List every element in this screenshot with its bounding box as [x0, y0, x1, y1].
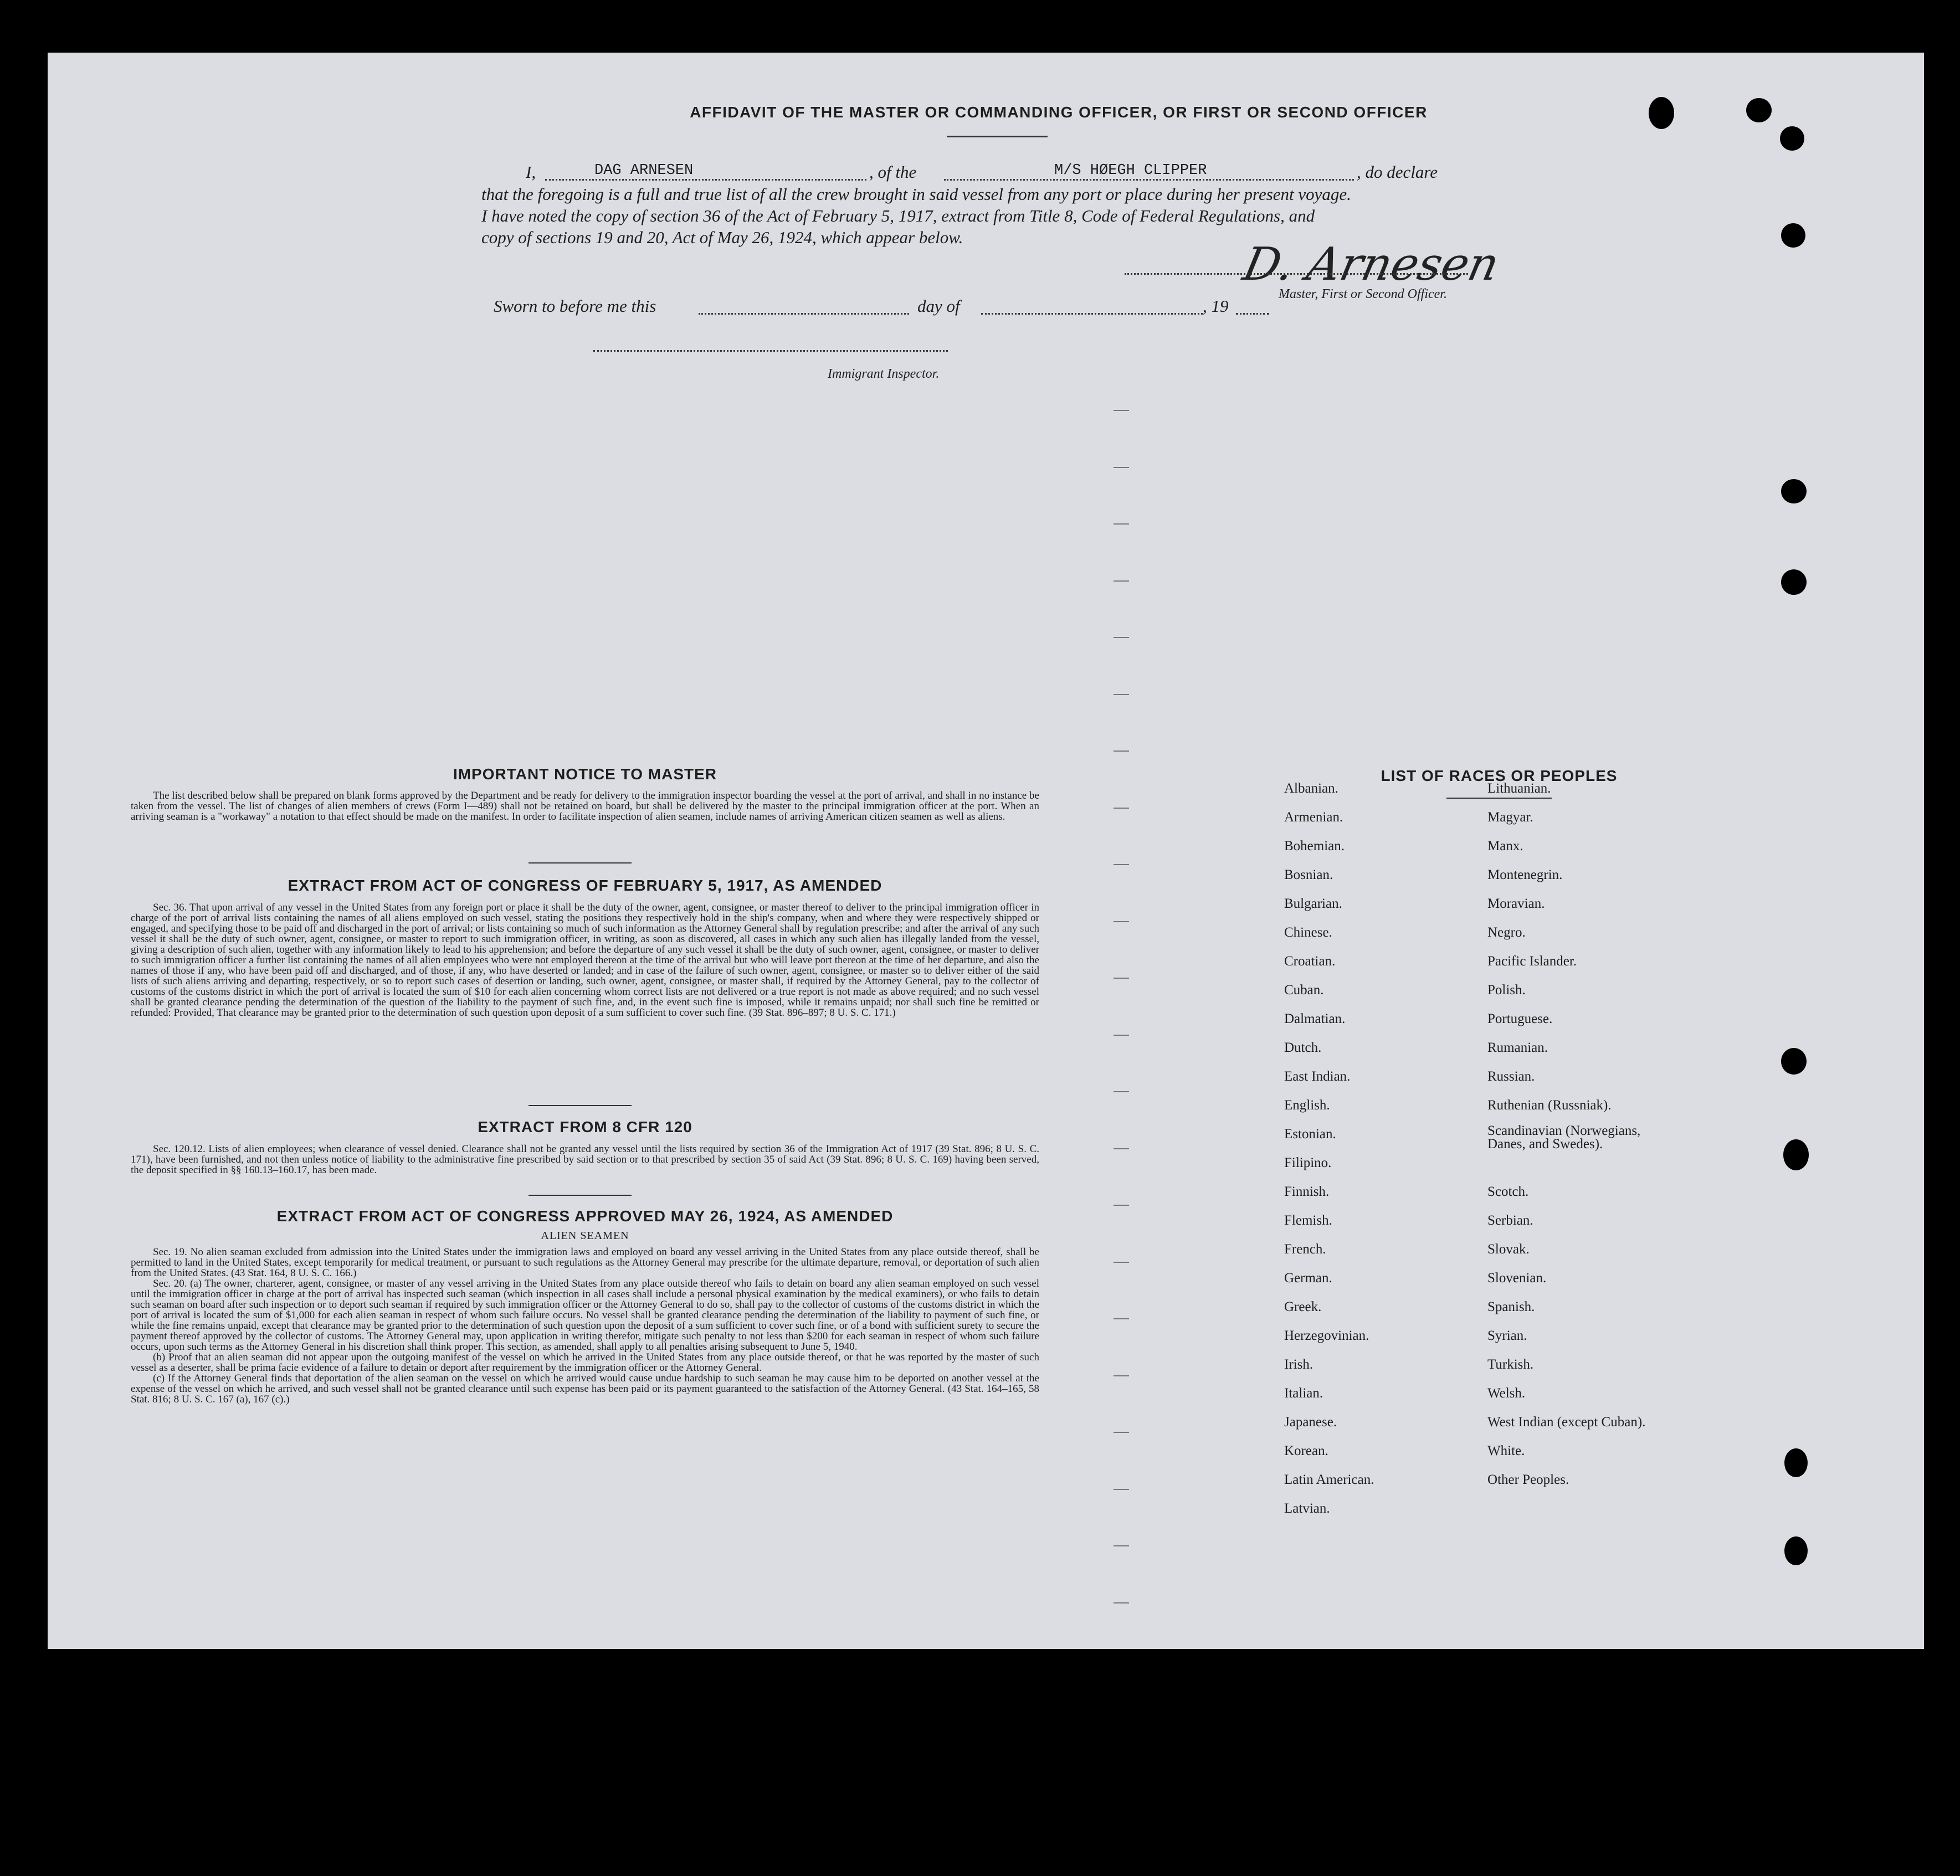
margin-dash [1114, 978, 1129, 979]
race-right-15: Slovak. [1487, 1242, 1530, 1257]
race-left-16: French. [1284, 1242, 1326, 1257]
race-left-25: Latvian. [1284, 1501, 1330, 1516]
margin-dash [1114, 921, 1129, 922]
race-left-22: Japanese. [1284, 1415, 1337, 1430]
extract-1917-text: Sec. 36. That upon arrival of any vessel in the United States from any foreign port or place it shall be the duty of the owner, agent, consignee, or master thereof to deliver to the principal immigration officer in charge of the port of arrival lists containing the names of all aliens employed on such vessel, stating the positions they respectively hold in the ship's company, when and where they were respectively shipped or engaged, and specifying those to be paid off and discharged in the port of arrival; or lists containing so much of such information as the Attorney General shall by regulation prescribe; and after the arrival of any such vessel it shall be the duty of such owner, agent, consignee, or master to report to such immigration officer, in writing, as soon as discovered, all cases in which any such alien has illegally landed from the vessel, giving a description of such alien, together with any information likely to lead to his apprehension; and before the departure of any such vessel it shall be the duty of such owner, agent, consignee, or master to deliver to such immigration officer a further list containing the names of all alien employees who were not employed thereon at the time of the arrival but who will leave port thereon at the time of her departure, and also the names of those if any, who have been paid off and discharged, and of those, if any, who have deserted or landed; and in case of the failure of such owner, agent, consignee, or master so to deliver either of the said lists of such aliens arriving and departing, respectively, or so to report such cases of desertion or landing, such owner, agent, consignee, or master shall, if required by the Attorney General, pay to the collector of customs of the customs district in which the port of arrival is located the sum of $10 for each alien concerning whom correct lists are not delivered or a true report is not made as above required; and no such vessel shall be granted clearance pending the determination of the question of the liability to the payment of such fine, and, in the event such fine is imposed, while it remains unpaid; nor shall such fine be remitted or refunded: Provided, That clearance may be granted prior to the determination of such question upon deposit of a sum sufficient to cover such fine. (39 Stat. 896–897; 8 U. S. C. 171.) [131, 902, 1039, 1019]
race-left-3: Bosnian. [1284, 867, 1333, 882]
sec-19: Sec. 19. No alien seaman excluded from admission into the United States under the immigration laws and employed on board any vessel arriving in the United States from any place outside thereof, shall be permitted to land in the United States, except temporarily for medical treatment, or pursuant to such regulations as the Attorney General may prescribe for the ultimate departure, removal, or deportation of such alien from the United States. (43 Stat. 164, 8 U. S. C. 166.) [131, 1246, 1039, 1279]
margin-dash [1114, 1545, 1129, 1546]
race-right-17: Spanish. [1487, 1299, 1535, 1314]
race-left-19: Herzegovinian. [1284, 1328, 1369, 1343]
affidavit-title: AFFIDAVIT OF THE MASTER OR COMMANDING OFFICER, OR FIRST OR SECOND OFFICER [690, 104, 1428, 121]
notice-text: The list described below shall be prepared on blank forms approved by the Department and be ready for delivery to the immigration inspector boarding the vessel at the port of arrival, and shall in no instance be taken from the vessel. The list of changes of alien members of crews (Form I—489) shall not be retained on board, but shall be delivered by the master to the principal immigration officer at the port. When an arriving seaman is a "workaway" a notation to that effect should be made on the manifest. In order to facilitate inspection of alien seamen, include names of arriving American citizen seamen as well as aliens. [131, 790, 1039, 823]
race-left-18: Greek. [1284, 1299, 1322, 1314]
margin-dash [1114, 467, 1129, 468]
notice-title: IMPORTANT NOTICE TO MASTER [453, 765, 717, 783]
race-left-13: Filipino. [1284, 1155, 1332, 1170]
punch-hole [1781, 479, 1807, 503]
master-name: DAG ARNESEN [592, 162, 695, 179]
race-left-15: Flemish. [1284, 1213, 1332, 1228]
race-left-4: Bulgarian. [1284, 896, 1342, 911]
margin-dash [1114, 1262, 1129, 1263]
race-left-6: Croatian. [1284, 954, 1336, 969]
punch-hole [1780, 126, 1804, 151]
margin-dash [1114, 1091, 1129, 1092]
day-of-label: day of [917, 296, 960, 316]
race-right-3: Montenegrin. [1487, 867, 1563, 882]
race-right-14: Serbian. [1487, 1213, 1533, 1228]
margin-dash [1114, 637, 1129, 638]
declaration-line-4: copy of sections 19 and 20, Act of May 26, 1924, which appear below. [481, 228, 963, 247]
punch-hole [1783, 1139, 1809, 1170]
vessel-name: M/S HØEGH CLIPPER [1052, 162, 1209, 179]
margin-dash [1114, 751, 1129, 752]
margin-dash [1114, 864, 1129, 865]
race-left-8: Dalmatian. [1284, 1011, 1346, 1026]
i-label: I, [526, 162, 536, 182]
punch-hole [1781, 1048, 1807, 1075]
race-right-21: West Indian (except Cuban). [1487, 1415, 1646, 1430]
race-left-5: Chinese. [1284, 925, 1332, 940]
race-right-9: Rumanian. [1487, 1040, 1548, 1055]
race-left-11: English. [1284, 1098, 1330, 1113]
race-left-7: Cuban. [1284, 983, 1324, 998]
document-page [48, 53, 1924, 1649]
race-right-12: Scandinavian (Norwegians, Danes, and Swedes). [1487, 1123, 1641, 1152]
declaration-line-2: that the foregoing is a full and true list of all the crew brought in said vessel from any port or place during her present voyage. [481, 184, 1351, 204]
margin-dash [1114, 1205, 1129, 1206]
races-rule [1446, 798, 1552, 799]
race-left-24: Latin American. [1284, 1472, 1374, 1487]
race-right-1: Magyar. [1487, 810, 1533, 825]
margin-dash [1114, 1489, 1129, 1490]
races-title: LIST OF RACES OR PEOPLES [1381, 767, 1618, 784]
race-left-17: German. [1284, 1271, 1332, 1286]
race-right-5: Negro. [1487, 925, 1526, 940]
race-right-11: Ruthenian (Russniak). [1487, 1098, 1612, 1113]
punch-hole [1784, 1448, 1808, 1477]
race-left-14: Finnish. [1284, 1184, 1330, 1199]
extract-1924-text [131, 1247, 1039, 1405]
margin-dash [1114, 1432, 1129, 1433]
extract-1924-subtitle: ALIEN SEAMEN [541, 1230, 629, 1242]
punch-hole [1649, 97, 1674, 129]
race-right-8: Portuguese. [1487, 1011, 1553, 1026]
race-right-10: Russian. [1487, 1069, 1535, 1084]
race-right-23: Other Peoples. [1487, 1472, 1569, 1487]
punch-hole [1746, 98, 1772, 122]
race-right-22: White. [1487, 1443, 1525, 1458]
inspector-line [593, 350, 948, 352]
race-right-20: Welsh. [1487, 1386, 1526, 1401]
race-left-20: Irish. [1284, 1357, 1313, 1372]
race-left-23: Korean. [1284, 1443, 1328, 1458]
race-left-10: East Indian. [1284, 1069, 1351, 1084]
race-right-7: Polish. [1487, 983, 1526, 998]
race-right-6: Pacific Islander. [1487, 954, 1577, 969]
race-right-13: Scotch. [1487, 1184, 1529, 1199]
race-right-16: Slovenian. [1487, 1271, 1547, 1286]
race-right-19: Turkish. [1487, 1357, 1534, 1372]
sworn-label: Sworn to before me this [494, 296, 656, 316]
margin-dash [1114, 580, 1129, 582]
sworn-line [494, 296, 1579, 316]
race-left-1: Armenian. [1284, 810, 1343, 825]
punch-hole [1781, 223, 1805, 248]
punch-hole [1784, 1536, 1808, 1565]
margin-dash [1114, 694, 1129, 695]
margin-dash [1114, 1602, 1129, 1603]
extract-cfr-text: Sec. 120.12. Lists of alien employees; when clearance of vessel denied. Clearance shall not be granted any vessel until the lists required by section 36 of the Immigration Act of 1917 (39 Stat. 896; 8 U. S. C. 171), have been furnished, and not then unless notice of liability to the administrative fine prescribed by said section or to that prescribed by section 35 of said Act (39 Stat. 896; 8 U. S. C. 169) having been served, the deposit specified in §§ 160.13–160.17, has been made. [131, 1143, 1039, 1176]
title-rule [947, 136, 1048, 137]
inspector-caption: Immigrant Inspector. [828, 367, 940, 381]
master-signature: D. Arnesen [1238, 238, 1504, 291]
race-right-0: Lithuanian. [1487, 781, 1551, 796]
race-left-9: Dutch. [1284, 1040, 1322, 1055]
margin-dash [1114, 1318, 1129, 1319]
race-left-2: Bohemian. [1284, 839, 1345, 854]
sec-20b: (b) Proof that an alien seaman did not appear upon the outgoing manifest of the vessel on which he arrived in the United States from any place outside thereof, or that he was reported by the master of such vessel as a deserter, shall be prima facie evidence of a failure to detain or deport after requirement by the immigration officer or the Attorney General. [131, 1351, 1039, 1374]
race-left-21: Italian. [1284, 1386, 1323, 1401]
sec-20a: Sec. 20. (a) The owner, charterer, agent, consignee, or master of any vessel arriving in the United States from any place outside thereof who fails to detain on board any alien seaman employed on such vessel until the immigration officer in charge at the port of arrival has inspected such seaman (which inspection in all cases shall include a personal physical examination by the medical examiners), or who fails to detain such seaman on board after such inspection or to deport such seaman if required by such immigration officer or the Attorney General to do so, shall pay to the collector of customs of the customs district in which the port of arrival is located the sum of $1,000 for each alien seaman in respect of whom such failure occurs. No vessel shall be granted clearance pending the determination of the liability to payment of such fine, or while the fine remains unpaid, except that clearance may be granted prior to the determination of such question upon the deposit of a sum sufficient to cover such fine, or of a bond with sufficient surety to secure the payment thereof approved by the collector of customs. The Attorney General may, upon application in writing therefor, mitigate such penalty to not less than $200 for each seaman in respect of whom such failure occurs, upon such terms as the Attorney General in his discretion shall think proper. This section, as amended, shall apply to all penalties arising subsequent to June 5, 1940. [131, 1278, 1039, 1353]
extract-1924-title: EXTRACT FROM ACT OF CONGRESS APPROVED MAY 26, 1924, AS AMENDED [276, 1207, 894, 1225]
extract-1917-title: EXTRACT FROM ACT OF CONGRESS OF FEBRUARY 5, 1917, AS AMENDED [288, 877, 882, 894]
extract-cfr-title: EXTRACT FROM 8 CFR 120 [478, 1118, 692, 1135]
race-right-18: Syrian. [1487, 1328, 1527, 1343]
margin-dash [1114, 808, 1129, 809]
margin-dash [1114, 1035, 1129, 1036]
punch-hole [1781, 569, 1807, 595]
declaration-line-3: I have noted the copy of section 36 of the Act of February 5, 1917, extract from Title 8, Code of Federal Regulations, and [481, 206, 1315, 225]
race-left-12: Estonian. [1284, 1127, 1336, 1142]
race-right-2: Manx. [1487, 839, 1523, 854]
margin-dash [1114, 1375, 1129, 1376]
margin-dash [1114, 410, 1129, 411]
margin-dash [1114, 523, 1129, 525]
of-the-label: , of the [869, 162, 917, 182]
year-label: , 19 [1203, 296, 1229, 316]
race-right-4: Moravian. [1487, 896, 1545, 911]
signature-caption: Master, First or Second Officer. [1279, 287, 1447, 301]
do-declare-label: , do declare [1357, 162, 1438, 182]
signature-line [1125, 273, 1468, 275]
margin-dash [1114, 1148, 1129, 1149]
race-left-0: Albanian. [1284, 781, 1338, 796]
sec-20c: (c) If the Attorney General finds that deportation of the alien seaman on the vessel on which he arrived would cause undue hardship to such seaman he may cause him to be deported on another vessel at the expense of the vessel on which he arrived, and such vessel shall not be granted clearance until such expense has been paid or its payment guaranteed to the satisfaction of the Attorney General. (43 Stat. 164–165, 58 Stat. 816; 8 U. S. C. 167 (a), 167 (c).) [131, 1373, 1039, 1405]
